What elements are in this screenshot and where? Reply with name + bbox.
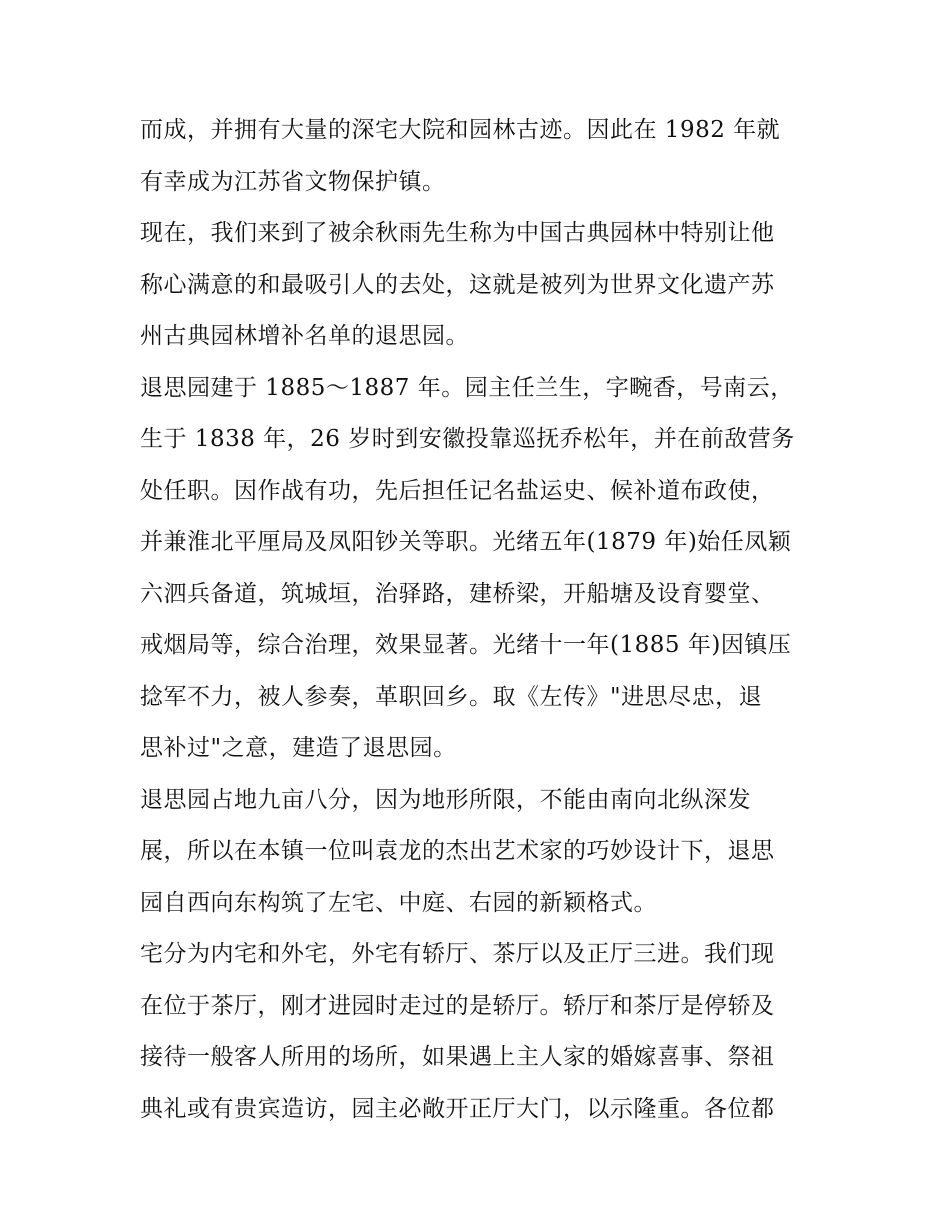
document-body bbox=[140, 105, 820, 1135]
text-line: 在位于茶厅，刚才进园时走过的是轿厅。轿厅和茶厅是停轿及 bbox=[140, 992, 775, 1019]
text-line: 戒烟局等，综合治理，效果显著。光绪十一年(1885 年)因镇压 bbox=[140, 632, 792, 658]
text-line: 生于 1838 年，26 岁时到安徽投靠巡抚乔松年，并在前敌营务 bbox=[140, 426, 795, 452]
text-line: 思补过"之意，建造了退思园。 bbox=[140, 735, 457, 761]
text-line: 接待一般客人所用的场所，如果遇上主人家的婚嫁喜事、祭祖 bbox=[140, 1044, 775, 1070]
text-line: 宅分为内宅和外宅，外宅有轿厅、茶厅以及正厅三进。我们现 bbox=[140, 941, 775, 967]
text-line: 捻军不力，被人参奏，革职回乡。取《左传》"进思尽忠，退 bbox=[140, 683, 763, 710]
text-line: 退思园建于 1885～1887 年。园主任兰生，字畹香，号南云， bbox=[140, 374, 794, 401]
text-line: 展，所以在本镇一位叫袁龙的杰出艺术家的巧妙设计下，退思 bbox=[140, 838, 775, 864]
text-line: 退思园占地九亩八分，因为地形所限，不能由南向北纵深发 bbox=[140, 786, 751, 813]
text-line: 州古典园林增补名单的退思园。 bbox=[140, 323, 469, 349]
text-line: 有幸成为江苏省文物保护镇。 bbox=[140, 168, 446, 195]
text-line: 而成，并拥有大量的深宅大院和园林古迹。因此在 1982 年就 bbox=[140, 117, 781, 143]
text-line: 称心满意的和最吸引人的去处，这就是被列为世界文化遗产苏 bbox=[140, 271, 775, 298]
text-line: 现在，我们来到了被余秋雨先生称为中国古典园林中特别让他 bbox=[140, 220, 775, 246]
text-line: 园自西向东构筑了左宅、中庭、右园的新颖格式。 bbox=[140, 889, 657, 916]
text-line: 处任职。因作战有功，先后担任记名盐运史、候补道布政使， bbox=[140, 477, 775, 504]
text-line: 并兼淮北平厘局及凤阳钞关等职。光绪五年(1879 年)始任凤颖 bbox=[140, 529, 792, 555]
text-line: 六泗兵备道，筑城垣，治驿路，建桥梁，开船塘及设育婴堂、 bbox=[140, 580, 775, 607]
text-line: 典礼或有贵宾造访，园主必敞开正厅大门，以示隆重。各位都 bbox=[140, 1095, 775, 1122]
